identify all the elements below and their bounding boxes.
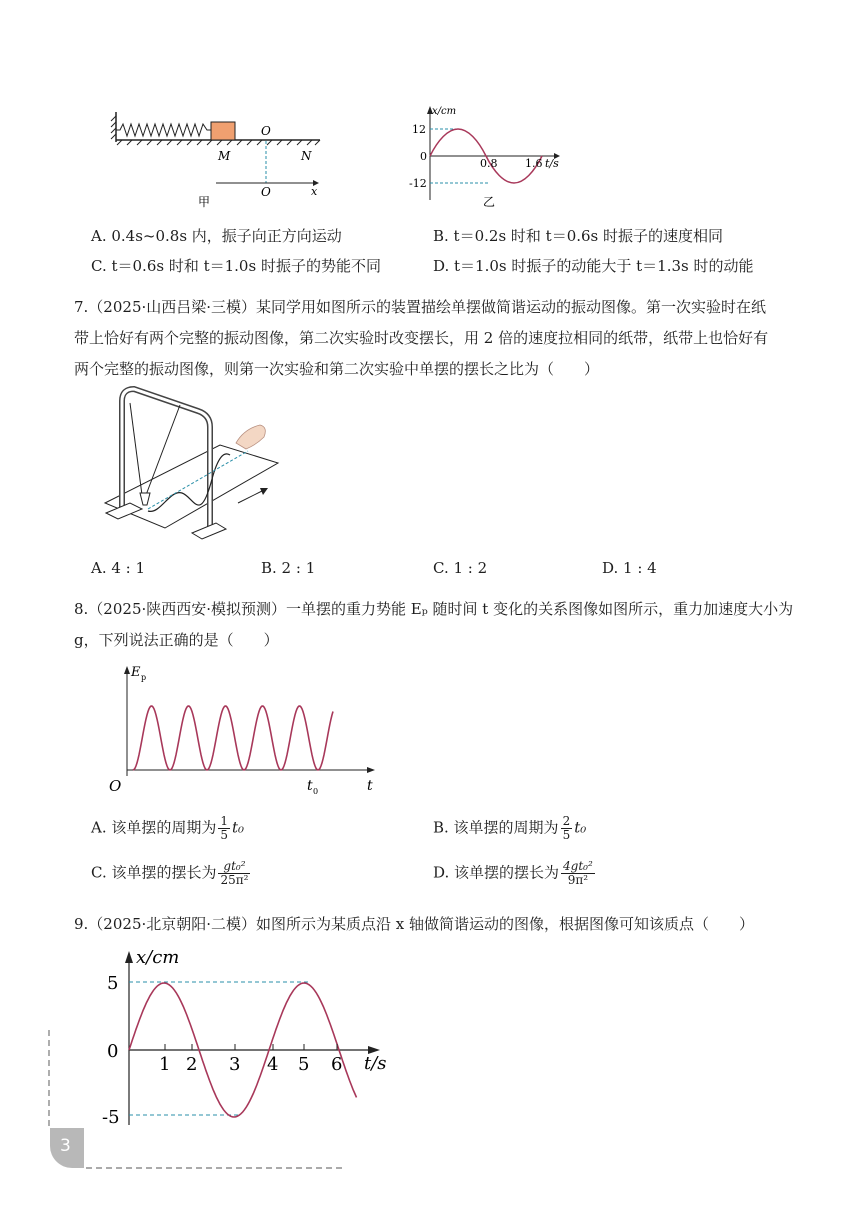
- q9-xtick-label: 6: [331, 1054, 343, 1075]
- q9-xtick-label: 5: [298, 1054, 310, 1075]
- label-o-top: O: [261, 124, 271, 138]
- tick-1-6: 1.6: [525, 157, 543, 170]
- q8-c-den: 25π²: [220, 873, 249, 887]
- q8-line2: g，下列说法正确的是（ ）: [74, 631, 279, 649]
- tick-0-8: 0.8: [480, 157, 498, 170]
- ep-t0-sub: 0: [313, 787, 319, 796]
- page-number: 3: [60, 1136, 71, 1156]
- tick-minus12: -12: [409, 177, 427, 190]
- page-border-decoration: [40, 1030, 360, 1180]
- q9-xtick-label: 3: [229, 1054, 241, 1075]
- q7-option-b: B. 2 : 1: [261, 559, 316, 577]
- question-9: 9.（2025·北京朝阳·二模）如图所示为某质点沿 x 轴做简谐运动的图像，根据图像可知该质点（ ）: [74, 915, 755, 933]
- q8-c-num: gt₀²: [218, 860, 250, 874]
- question-8: [74, 594, 814, 656]
- q8-a-t0: t₀: [232, 818, 245, 837]
- label-n: N: [301, 149, 312, 163]
- q8-option-a: [91, 815, 244, 842]
- caption-jia: 甲: [198, 195, 211, 209]
- q9-tick-0: 0: [107, 1041, 119, 1062]
- q7-option-d: D. 1 : 4: [602, 559, 657, 577]
- q8-d-fraction: [561, 860, 595, 887]
- q7-line3: 两个完整的振动图像，则第一次实验和第二次实验中单摆的摆长之比为（ ）: [74, 360, 600, 378]
- q9-xtick-label: 2: [186, 1054, 198, 1075]
- q8-b-den: 5: [562, 828, 571, 842]
- q8-a-fraction: [218, 815, 230, 842]
- q6-option-a: A. 0.4s~0.8s 内，振子向正方向运动: [91, 227, 342, 245]
- q9-tick-5: 5: [107, 973, 119, 994]
- label-o-axis: O: [261, 185, 271, 199]
- q8-d-den: 9π²: [567, 873, 589, 887]
- q8-a-num: 1: [220, 814, 229, 828]
- q8-option-b: [433, 815, 586, 842]
- ep-t0: t: [307, 778, 313, 794]
- label-m: M: [218, 149, 231, 163]
- q9-xunit: t/s: [364, 1053, 387, 1074]
- block-m: [211, 122, 235, 140]
- q9-ylabel: x/cm: [136, 947, 180, 968]
- q7-line2: 带上恰好有两个完整的振动图像，第二次实验时改变摆长，用 2 倍的速度拉相同的纸带，纸带上也恰好有: [74, 329, 769, 347]
- q6-option-d: D. t＝1.0s 时振子的动能大于 t＝1.3s 时的动能: [433, 257, 754, 275]
- ylabel: x/cm: [432, 106, 457, 117]
- q8-line1: 8.（2025·陕西西安·模拟预测）一单摆的重力势能 Eₚ 随时间 t 变化的关系图像如图所示，重力加速度大小为: [74, 600, 794, 618]
- q6-option-c: C. t＝0.6s 时和 t＝1.0s 时振子的势能不同: [91, 257, 381, 275]
- q8-b-t0: t₀: [574, 818, 587, 837]
- spring-oscillator-figure: [108, 108, 338, 213]
- ep-ylabel-sub: p: [141, 673, 147, 682]
- ep-xlabel: t: [367, 778, 373, 794]
- q8-a-prefix: A. 该单摆的周期为: [91, 818, 217, 837]
- ep-ylabel: E: [131, 665, 141, 680]
- q9-xtick-label: 4: [267, 1054, 279, 1075]
- q9-tick-minus5: -5: [102, 1107, 120, 1128]
- q8-c-prefix: C. 该单摆的摆长为: [91, 863, 217, 882]
- q7-line1: 7.（2025·山西吕梁·三模）某同学用如图所示的装置描绘单摆做简谐运动的振动图像。第一次实验时在纸: [74, 298, 767, 316]
- q8-b-num: 2: [562, 814, 571, 828]
- q8-d-prefix: D. 该单摆的摆长为: [433, 863, 560, 882]
- label-x: x: [311, 185, 318, 198]
- q8-c-fraction: [218, 860, 250, 887]
- question-7: [74, 292, 814, 385]
- q6-option-b: B. t＝0.2s 时和 t＝0.6s 时振子的速度相同: [433, 227, 724, 245]
- pendulum-apparatus-figure: [100, 385, 280, 545]
- ep-origin: O: [109, 777, 122, 795]
- q7-option-a: A. 4 : 1: [91, 559, 146, 577]
- q9-xtick-label: 1: [159, 1054, 171, 1075]
- xunit: t/s: [545, 157, 559, 170]
- caption-yi: 乙: [483, 195, 496, 209]
- ep-curve: [133, 706, 333, 770]
- q8-a-den: 5: [220, 828, 229, 842]
- q8-option-c: [91, 860, 252, 887]
- tick-0: 0: [420, 150, 427, 163]
- q8-d-num: 4gt₀²: [563, 859, 593, 873]
- tick-12: 12: [412, 123, 426, 136]
- q8-b-fraction: [561, 815, 573, 842]
- graph-yi: [408, 100, 568, 212]
- q8-b-prefix: B. 该单摆的周期为: [433, 818, 559, 837]
- ep-graph: [105, 658, 385, 798]
- spring: [116, 124, 211, 136]
- q7-option-c: C. 1 : 2: [433, 559, 488, 577]
- q8-option-d: [433, 860, 597, 887]
